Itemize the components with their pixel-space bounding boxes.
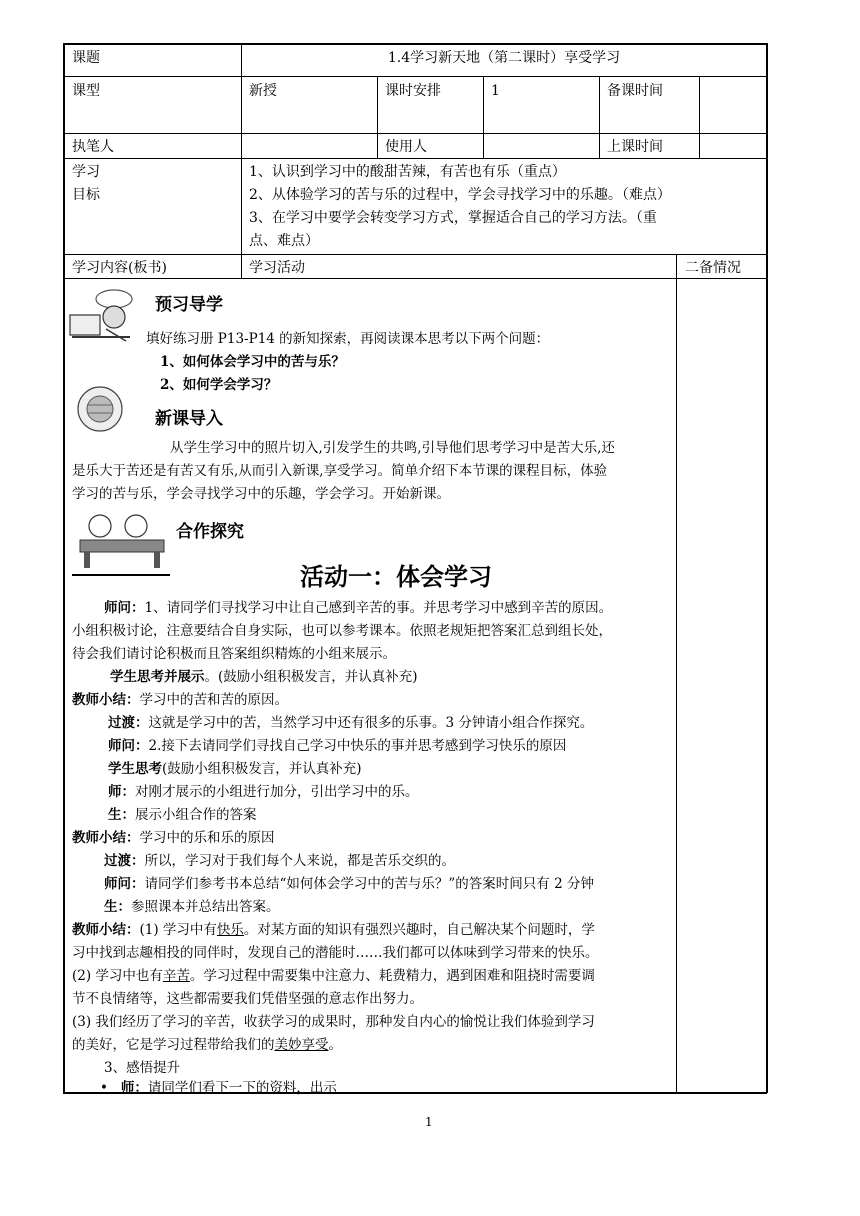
activity-paragraph (108, 712, 704, 734)
coop-title: 合作探究 (176, 522, 244, 542)
paragraph-text: 请同学们看下一下的资料，出示 (147, 1080, 337, 1096)
speaker-label: 教师小结： (72, 830, 140, 846)
speaker-label: 师问： (104, 600, 145, 616)
course-title: 1.4学习新天地（第二课时）享受学习 (387, 50, 621, 66)
paragraph-text: (鼓励小组积极发言，并认真补充) (162, 761, 362, 777)
goal-item: 点、难点） (249, 233, 319, 249)
paragraph-text: (1) 学习中有 (139, 922, 217, 938)
activity-paragraph (108, 804, 704, 826)
summary-paragraph (72, 919, 668, 941)
paragraph-text: 。(鼓励小组积极发言，并认真补充) (204, 669, 418, 685)
activity-paragraph (108, 758, 704, 780)
goal-item: 2、从体验学习的苦与乐的过程中，学会寻找学习中的乐趣。（难点） (249, 187, 671, 203)
paragraph-text: 学习中的苦和苦的原因。 (139, 692, 288, 708)
goal-item: 3、在学习中要学会转变学习方式，掌握适合自己的学习方法。（重 (249, 210, 657, 226)
students-desk-icon (74, 506, 170, 572)
speaker-label: 师： (108, 784, 135, 800)
preview-title: 预习导学 (155, 295, 223, 315)
speaker-label: 过渡： (108, 715, 149, 731)
intro-line: 是乐大于苦还是有苦又有乐,从而引入新课,享受学习。简单介绍下本节课的课程目标，体验 (72, 463, 608, 479)
summary-paragraph (72, 965, 668, 987)
paragraph-text: 的美好，它是学习过程带给我们的 (72, 1037, 275, 1053)
speaker-label: 生： (104, 899, 131, 915)
hours-value: 1 (491, 83, 500, 99)
speaker-label: 生： (108, 807, 135, 823)
paragraph-text: 学习中的乐和乐的原因 (139, 830, 275, 846)
speaker-label: 学生思考 (108, 761, 162, 777)
section-heading: 3、感悟提升 (104, 1060, 181, 1076)
paragraph-text: 小组积极讨论，注意要结合自身实际，也可以参考课本。依照老规矩把答案汇总到组长处， (72, 623, 612, 639)
paragraph-text: 。对某方面的知识有强烈兴趣时，自己解决某个问题时，学 (243, 922, 595, 938)
keyword: 快乐 (216, 922, 244, 938)
speaker-label: 教师小结： (72, 692, 140, 708)
preview-intro: 填好练习册 P13-P14 的新知探索，再阅读课本思考以下两个问题： (146, 331, 550, 347)
goal-label: 目标 (72, 187, 100, 203)
activity-paragraph (108, 735, 704, 757)
globe-icon (72, 383, 130, 435)
activity-paragraph (104, 597, 670, 619)
paragraph-text: 习中找到志趣相投的同伴时，发现自己的潜能时……我们都可以体味到学习带来的快乐。 (72, 945, 599, 961)
speaker-label: 师问： (104, 876, 145, 892)
speaker-label: 师： (120, 1080, 148, 1096)
cartoon-reading-icon (66, 285, 136, 343)
paragraph-text: 展示小组合作的答案 (135, 807, 257, 823)
class-time-label: 上课时间 (607, 139, 663, 155)
prep-time-label: 备课时间 (607, 83, 663, 99)
page-number: 1 (425, 1115, 433, 1129)
paragraph-text: 参照课本并总结出答案。 (131, 899, 280, 915)
activity-label: 学习活动 (249, 260, 305, 276)
activity-paragraph (100, 1077, 696, 1099)
activity-paragraph (104, 850, 700, 872)
activity-paragraph (104, 896, 700, 918)
intro-title: 新课导入 (155, 409, 223, 429)
activity-paragraph (110, 666, 706, 688)
preview-question: 1、如何体会学习中的苦与乐？ (160, 354, 345, 370)
goal-label: 学习 (72, 164, 100, 180)
paragraph-text: 这就是学习中的苦，当然学习中还有很多的乐事。3 分钟请小组合作探究。 (148, 715, 594, 731)
type-label: 课型 (72, 83, 100, 99)
keyword: 辛苦 (162, 968, 190, 984)
preview-question: 2、如何学会学习？ (160, 377, 278, 393)
paragraph-text: (2) 学习中也有 (72, 968, 163, 984)
section-rule (72, 574, 170, 576)
paragraph-text: 2.接下去请同学们寻找自己学习中快乐的事并思考感到学习快乐的原因 (148, 738, 567, 754)
paragraph-text: 对刚才展示的小组进行加分，引出学习中的乐。 (135, 784, 419, 800)
goal-item: 1、认识到学习中的酸甜苦辣，有苦也有乐（重点） (249, 164, 566, 180)
intro-line: 从学生学习中的照片切入,引发学生的共鸣,引导他们思考学习中是苦大乐,还 (170, 440, 615, 456)
content-label: 学习内容(板书) (72, 260, 167, 276)
speaker-label: 师问： (108, 738, 149, 754)
paragraph-text: 待会我们请讨论积极而且答案组织精炼的小组来展示。 (72, 646, 396, 662)
intro-line: 学习的苦与乐，学会寻找学习中的乐趣，学会学习。开始新课。 (72, 486, 450, 502)
speaker-label: 学生思考并展示 (110, 669, 205, 685)
paragraph-text: 。学习过程中需要集中注意力、耗费精力，遇到困难和阻挠时需要调 (189, 968, 595, 984)
activity-paragraph (108, 781, 704, 803)
activity-title: 活动一：体会学习 (300, 563, 492, 591)
review-label: 二备情况 (685, 260, 741, 276)
paragraph-text: 1、请同学们寻找学习中让自己感到辛苦的事。并思考学习中感到辛苦的原因。 (144, 600, 613, 616)
type-value: 新授 (249, 83, 277, 99)
author-label: 执笔人 (72, 139, 114, 155)
keyword: 美妙享受 (274, 1037, 329, 1053)
paragraph-text: 。 (328, 1037, 342, 1053)
bullet: • (100, 1080, 108, 1096)
activity-paragraph (72, 827, 668, 849)
paragraph-text: 所以，学习对于我们每个人来说，都是苦乐交织的。 (144, 853, 455, 869)
hours-label: 课时安排 (385, 83, 441, 99)
paragraph-text: (3) 我们经历了学习的辛苦，收获学习的成果时，那种发自内心的愉悦让我们体验到学习 (72, 1014, 595, 1030)
activity-paragraph (104, 873, 670, 895)
activity-paragraph (72, 689, 668, 711)
course-label: 课题 (72, 50, 100, 66)
speaker-label: 过渡： (104, 853, 145, 869)
paragraph-text: 请同学们参考书本总结“如何体会学习中的苦与乐？”的答案时间只有 2 分钟 (144, 876, 594, 892)
paragraph-text: 节不良情绪等，这些都需要我们凭借坚强的意志作出努力。 (72, 991, 423, 1007)
summary-paragraph (72, 1034, 668, 1056)
user-label: 使用人 (385, 139, 427, 155)
speaker-label: 教师小结： (72, 922, 140, 938)
